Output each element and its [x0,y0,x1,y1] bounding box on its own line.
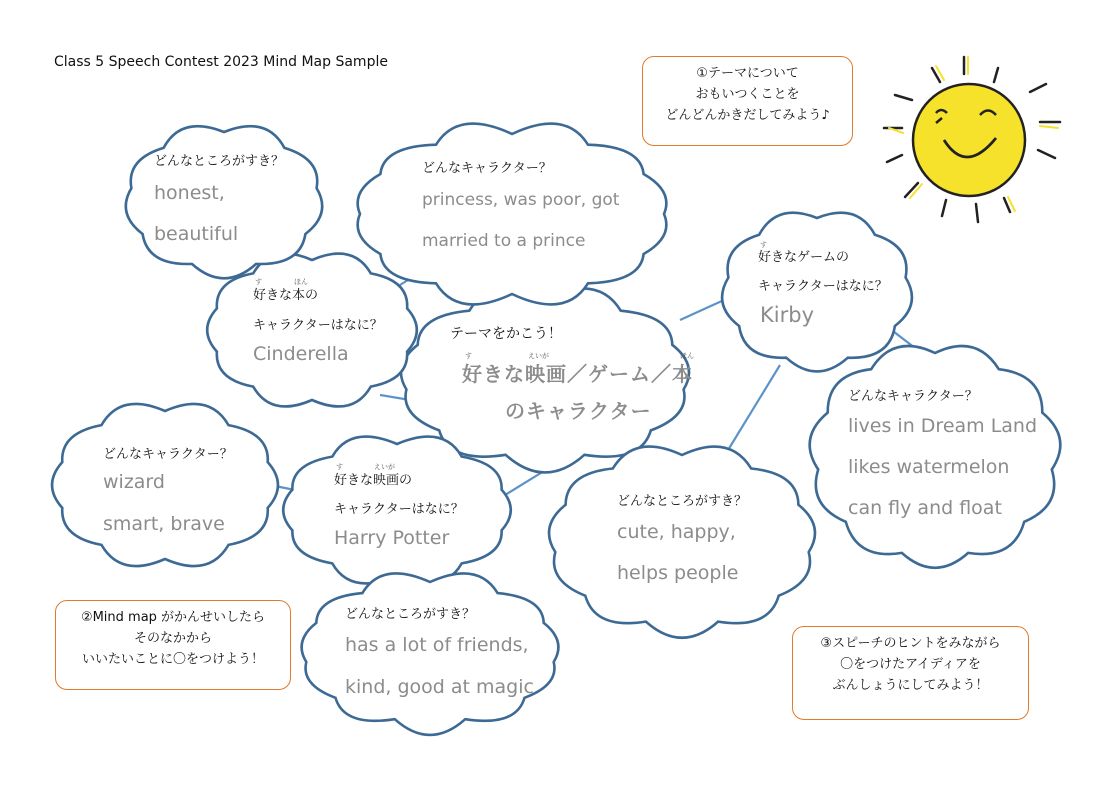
movie-like-question: どんなところがすき？ [345,607,476,622]
movie-ruby-su: す [336,463,343,471]
sun-icon [884,57,1060,222]
center-ruby-eiga: えいが [528,352,549,360]
game-like-answer-1: cute, happy, [617,521,736,543]
movie-ruby-eiga: えいが [374,463,395,471]
game-like-question: どんなところがすき？ [617,494,748,509]
game-who-answer-1: lives in Dream Land [848,415,1038,437]
center-prompt: テーマをかこう！ [450,326,562,342]
movie-who-answer-2: smart, brave [103,513,225,535]
book-like-answer-2: beautiful [154,223,239,245]
note-step1-line1: ①テーマについて [696,66,799,81]
note-step3-line2: 〇をつけたアイディアを [840,657,981,672]
game-question-line2: キャラクターはなに？ [758,279,888,294]
movie-question-line2: キャラクターはなに？ [334,502,464,517]
book-who-answer-1: princess, was poor, got [422,190,620,210]
center-theme-line1: 好きな映画／ゲーム／本 [462,362,693,386]
note-step3-line3: ぶんしょうにしてみよう！ [832,678,989,693]
game-ruby-su: す [760,241,767,249]
note-step1-line2: おもいつくことを [695,87,800,102]
game-question-line1: 好きなゲームの [758,250,850,265]
book-like-answer-1: honest, [154,182,225,204]
book-who-question: どんなキャラクター？ [422,161,552,176]
center-ruby-su: す [465,352,472,360]
book-question-line1: 好きな本の [253,288,319,303]
game-who-answer-3: can fly and float [848,497,1002,519]
movie-like-answer-1: has a lot of friends, [345,634,529,656]
book-answer: Cinderella [253,343,349,365]
note-step2-line3: いいたいことに〇をつけよう！ [81,652,264,667]
note-step2-line2: そのなかから [133,631,212,646]
movie-like-answer-2: kind, good at magic [345,676,534,698]
movie-who-answer-1: wizard [103,471,165,493]
center-theme-line2: のキャラクター [505,399,652,423]
note-step2-line1: ②Mind map がかんせいしたら [80,610,266,625]
game-answer: Kirby [760,303,814,327]
connector-game-like [725,365,780,455]
book-ruby-su: す [255,278,262,286]
note-step2 [55,600,291,690]
note-step1 [642,56,853,146]
game-who-answer-2: likes watermelon [848,456,1010,478]
movie-answer: Harry Potter [334,527,450,549]
book-like-question: どんなところがすき？ [154,154,285,169]
book-question-line2: キャラクターはなに？ [253,318,383,333]
note-step3 [792,626,1029,720]
movie-who-question: どんなキャラクター？ [103,447,233,462]
note-step1-line3: どんどんかきだしてみよう♪ [665,108,830,123]
center-ruby-hon: ほん [680,352,694,360]
book-who-answer-2: married to a prince [422,231,586,251]
note-step3-line1: ③スピーチのヒントをみながら [820,636,1001,651]
game-who-question: どんなキャラクター？ [848,389,978,404]
movie-question-line1: 好きな映画の [334,473,413,488]
game-like-answer-2: helps people [617,562,739,584]
page-title: Class 5 Speech Contest 2023 Mind Map Sample [54,54,388,70]
book-ruby-hon: ほん [294,278,308,286]
